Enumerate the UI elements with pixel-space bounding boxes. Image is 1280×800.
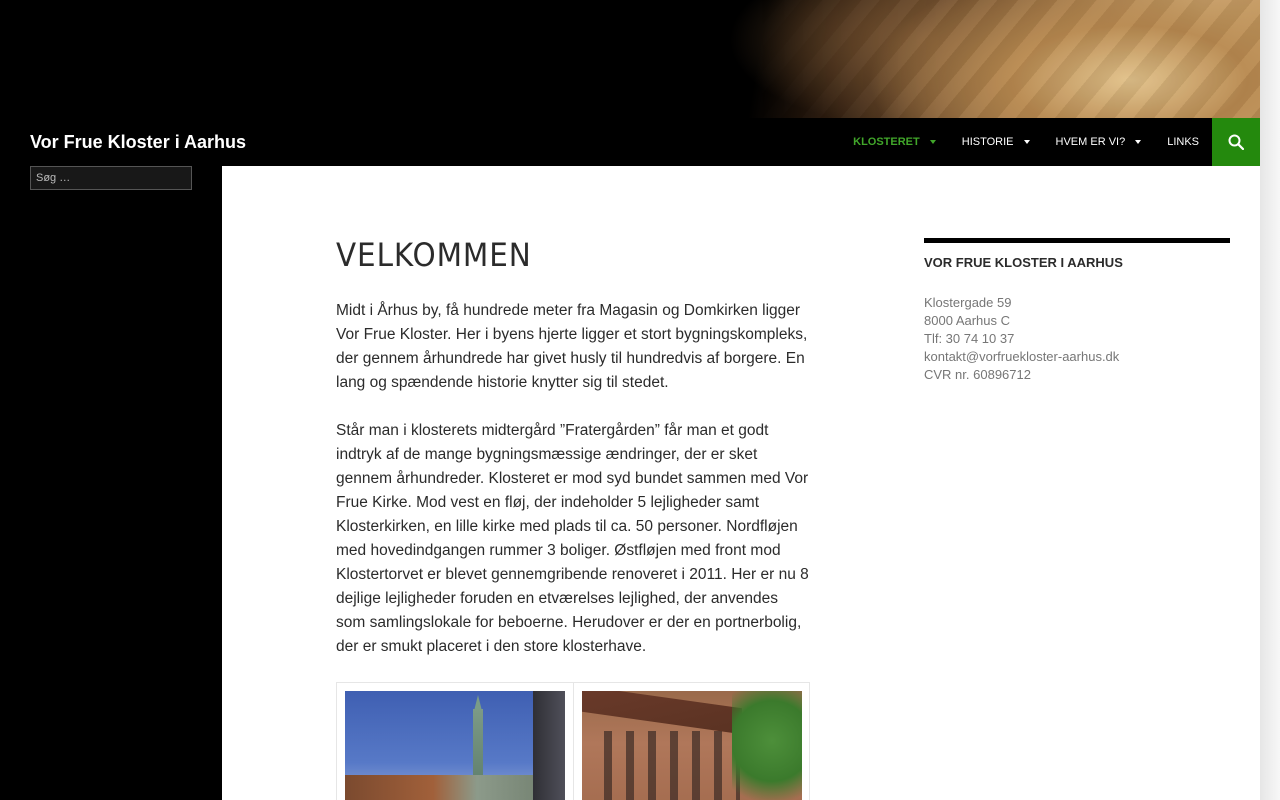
chevron-down-icon — [1024, 140, 1030, 144]
address-line: Klostergade 59 — [924, 295, 1012, 310]
chevron-down-icon — [930, 140, 936, 144]
gallery-divider — [573, 683, 574, 800]
search-icon — [1228, 134, 1244, 150]
gallery-image-cloister[interactable] — [582, 691, 802, 800]
main-content — [222, 166, 1260, 800]
site-title-link[interactable]: Vor Frue Kloster i Aarhus — [30, 132, 247, 152]
email-link[interactable]: kontakt@vorfruekloster-aarhus.dk — [924, 349, 1120, 364]
nav-item-label: KLOSTERET — [853, 136, 920, 148]
page-title: VELKOMMEN — [336, 236, 532, 274]
entry-content — [336, 299, 811, 683]
nav-item-historie[interactable] — [949, 118, 1043, 166]
primary-navigation — [840, 118, 1212, 166]
nav-item-klosteret[interactable] — [840, 118, 949, 166]
gallery-image-church[interactable] — [345, 691, 565, 800]
contact-info — [924, 294, 1230, 384]
nav-item-label: HISTORIE — [961, 136, 1014, 148]
contact-widget — [924, 238, 1230, 384]
sidebar-search-input[interactable] — [30, 166, 192, 190]
page-gutter — [1260, 0, 1280, 800]
nav-item-hvem-er-vi[interactable] — [1043, 118, 1155, 166]
image-gallery — [336, 682, 810, 800]
masthead — [0, 118, 1260, 166]
nav-item-label: LINKS — [1167, 136, 1199, 148]
city-line: 8000 Aarhus C — [924, 313, 1011, 328]
cvr-line: CVR nr. 60896712 — [924, 367, 1031, 382]
phone-line: Tlf: 30 74 10 37 — [924, 331, 1015, 346]
header-image[interactable] — [0, 0, 1260, 118]
entry-paragraph: Står man i klosterets midtergård ”Fratergården” får man et godt indtryk af de mange bygningsmæssige ændringer, der er sket gennem århundreder. Klosteret er mod syd bundet sammen med Vor Frue Kirke. Mod vest en fløj, der indeholder 5 lejligheder samt Klosterkirken, en lille kirke med plads til ca. 50 personer. Nordfløjen med hovedindgangen rummer 3 boliger. Østfløjen med front mod Klostertorvet er blevet gennemgribende renoveret i 2011. Her er nu 8 dejlige lejligheder foruden en etværelses lejlighed, der anvendes som samlingslokale for beboerne. Herudover er der en portnerbolig, der er smukt placeret i den store klosterhave. — [336, 422, 809, 655]
nav-item-links[interactable] — [1154, 118, 1212, 166]
widget-title: VOR FRUE KLOSTER I AARHUS — [924, 255, 1123, 270]
nav-item-label: HVEM ER VI? — [1055, 136, 1126, 148]
search-toggle-button[interactable] — [1212, 118, 1260, 166]
chevron-down-icon — [1135, 140, 1141, 144]
entry-paragraph: Midt i Århus by, få hundrede meter fra Magasin og Domkirken ligger Vor Frue Kloster. Her i byens hjerte ligger et stort bygningskompleks, der gennem århundrede har givet husly til hundredvis af borgere. En lang og spændende historie knytter sig til stedet. — [336, 302, 808, 391]
